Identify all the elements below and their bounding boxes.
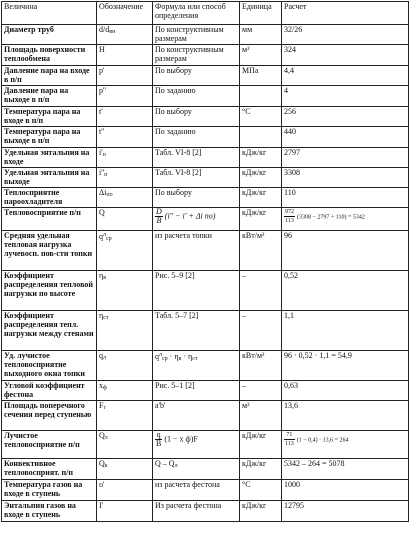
method-cell: из расчета фестона [153, 480, 240, 501]
calc-cell: 1,1 [282, 311, 409, 351]
method-cell: По выбору [153, 107, 240, 127]
quantity-cell: Давление пара на выходе в п/п [2, 86, 97, 107]
unit-cell: кДж/кг [240, 459, 282, 480]
symbol-cell: Δiпо [97, 188, 153, 208]
table-header-row [2, 2, 409, 25]
unit-cell: м² [240, 45, 282, 66]
quantity-cell: Давление пара на входе в п/п [2, 66, 97, 86]
symbol-cell: d/dвн [97, 25, 153, 45]
table-row [2, 381, 409, 401]
method-cell: $\frac{D}{B}$ (i'' − i' + Δi по) [153, 208, 240, 231]
method-cell: По конструктивным размерам [153, 25, 240, 45]
table-row [2, 501, 409, 522]
unit-cell: кВт/м² [240, 231, 282, 271]
method-cell: Табл. 5–7 [2] [153, 311, 240, 351]
unit-cell: кВт/м² [240, 351, 282, 381]
calc-cell: 4 [282, 86, 409, 107]
calc-fraction: $\frac{71}{113}$ [285, 432, 294, 447]
calc-cell: 1000 [282, 480, 409, 501]
calc-cell: 96 [282, 231, 409, 271]
table-row [2, 480, 409, 501]
calc-cell: 12795 [282, 501, 409, 522]
table-row [2, 127, 409, 148]
calc-cell: 5342 – 264 = 5078 [282, 459, 409, 480]
calc-cell: 0,63 [282, 381, 409, 401]
symbol-cell: qл [97, 351, 153, 381]
symbol-cell: I' [97, 501, 153, 522]
calc-cell: $\frac{71}{113}$ (1 − 0,4) · 13,6 = 264 [282, 431, 409, 459]
calc-cell: 3308 [282, 168, 409, 188]
symbol-cell: $q^лср$ [97, 231, 153, 271]
symbol-cell: ηв [97, 271, 153, 311]
method-cell: $\frac{q}{B}$ (1 − x ф)F [153, 431, 240, 459]
quantity-cell: Площадь поперечного сечения перед ступенью [2, 401, 97, 431]
method-cell: $q^лср \cdot \eta в \cdot \eta ст$ [153, 351, 240, 381]
quantity-cell: Площадь поверхности теплообмена [2, 45, 97, 66]
calc-cell: 32/26 [282, 25, 409, 45]
calc-cell: 4,4 [282, 66, 409, 86]
unit-cell: °С [240, 107, 282, 127]
table-row [2, 351, 409, 381]
table-row [2, 86, 409, 107]
symbol-cell: υ' [97, 480, 153, 501]
symbol-cell: Q [97, 208, 153, 231]
header-symbol: Обозначение [97, 2, 153, 25]
calc-cell: 96 · 0,52 · 1,1 = 54,9 [282, 351, 409, 381]
symbol-cell: t' [97, 107, 153, 127]
table-row [2, 231, 409, 271]
unit-cell: м² [240, 401, 282, 431]
symbol-cell: t'' [97, 127, 153, 148]
table-row [2, 271, 409, 311]
symbol-cell: p' [97, 66, 153, 86]
symbol-cell: Fr [97, 401, 153, 431]
quantity-cell: Угловой коэффициент фестона [2, 381, 97, 401]
quantity-cell: Средняя удельная тепловая нагрузка лучевосп. пов-сти топки [2, 231, 97, 271]
quantity-cell: Конвективное тепловосприят. п/п [2, 459, 97, 480]
quantity-cell: Уд. лучистое тепловосприятие выходного окна топки [2, 351, 97, 381]
unit-cell: °С [240, 480, 282, 501]
quantity-cell: Теплосприятие пароохладителя [2, 188, 97, 208]
quantity-cell: Удельная энтальпия на входе [2, 148, 97, 168]
calculation-table [1, 1, 409, 522]
table-row [2, 168, 409, 188]
method-cell: из расчета топки [153, 231, 240, 271]
table-row [2, 107, 409, 127]
table-row [2, 401, 409, 431]
method-cell: По заданию [153, 127, 240, 148]
table-row [2, 188, 409, 208]
table-row [2, 431, 409, 459]
unit-cell: кДж/кг [240, 168, 282, 188]
quantity-cell: Лучистое тепловосприятие п/п [2, 431, 97, 459]
method-cell: Табл. VI-8 [2] [153, 148, 240, 168]
symbol-cell: xф [97, 381, 153, 401]
table-row [2, 148, 409, 168]
header-unit: Единица [240, 2, 282, 25]
calc-cell: 110 [282, 188, 409, 208]
table-row [2, 459, 409, 480]
symbol-cell: ηст [97, 311, 153, 351]
method-cell: По выбору [153, 66, 240, 86]
calc-cell: $\frac{972}{113}$ (3308 − 2797 + 110) = 5342 [282, 208, 409, 231]
quantity-cell: Коэффициент распределения тепловой нагрузки по высоте [2, 271, 97, 311]
unit-cell [240, 86, 282, 107]
quantity-cell: Диаметр труб [2, 25, 97, 45]
header-method: Формула или способ определения [153, 2, 240, 25]
unit-cell: – [240, 381, 282, 401]
quantity-cell: Коэффициент распределения тепл. нагрузки между стенами [2, 311, 97, 351]
quantity-cell: Удельная энтальпия на выходе [2, 168, 97, 188]
unit-cell: кДж/кг [240, 208, 282, 231]
quantity-cell: Энтальпия газов на входе в ступень [2, 501, 97, 522]
unit-cell: кДж/кг [240, 148, 282, 168]
formula-fraction: $\frac{q}{B}$ [156, 430, 162, 448]
header-quantity: Величина [2, 2, 97, 25]
table-row [2, 208, 409, 231]
calc-cell: 2797 [282, 148, 409, 168]
calc-cell: 0,52 [282, 271, 409, 311]
unit-cell: – [240, 271, 282, 311]
calc-fraction: $\frac{972}{113}$ [285, 209, 294, 224]
method-cell: Рис. 5–1 [2] [153, 381, 240, 401]
symbol-cell: i''п [97, 168, 153, 188]
symbol-cell: H [97, 45, 153, 66]
symbol-cell: Qк [97, 459, 153, 480]
symbol-cell: i'п [97, 148, 153, 168]
unit-cell: мм [240, 25, 282, 45]
method-cell: Q – Qл [153, 459, 240, 480]
unit-cell: кДж/кг [240, 501, 282, 522]
quantity-cell: Температура пара на выходе в п/п [2, 127, 97, 148]
unit-cell: МПа [240, 66, 282, 86]
table-row [2, 66, 409, 86]
method-cell: По конструктивным размерам [153, 45, 240, 66]
unit-cell: кДж/кг [240, 431, 282, 459]
method-cell: Из расчета фестона [153, 501, 240, 522]
quantity-cell: Тепловосприятие п/п [2, 208, 97, 231]
calc-cell: 13,6 [282, 401, 409, 431]
quantity-cell: Температура пара на входе в п/п [2, 107, 97, 127]
table-row [2, 311, 409, 351]
header-calc: Расчет [282, 2, 409, 25]
quantity-cell: Температура газов на входе в ступень [2, 480, 97, 501]
unit-cell [240, 127, 282, 148]
method-cell: a'b' [153, 401, 240, 431]
table-row [2, 25, 409, 45]
calc-cell: 324 [282, 45, 409, 66]
calc-cell: 440 [282, 127, 409, 148]
formula-fraction: $\frac{D}{B}$ [156, 207, 162, 225]
unit-cell: кДж/кг [240, 188, 282, 208]
table-row [2, 45, 409, 66]
unit-cell: – [240, 311, 282, 351]
method-cell: По заданию [153, 86, 240, 107]
method-cell: По выбору [153, 188, 240, 208]
symbol-cell: p'' [97, 86, 153, 107]
calc-cell: 256 [282, 107, 409, 127]
symbol-cell: Qл [97, 431, 153, 459]
method-cell: Табл. VI-8 [2] [153, 168, 240, 188]
method-cell: Рис. 5–9 [2] [153, 271, 240, 311]
